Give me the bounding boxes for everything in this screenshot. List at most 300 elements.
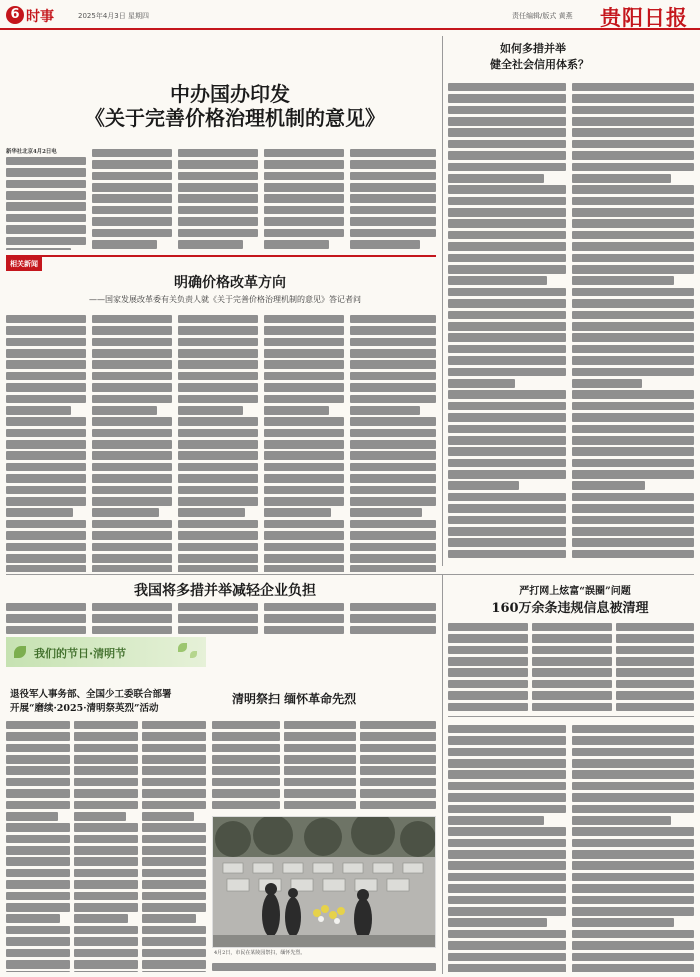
text-line bbox=[350, 429, 436, 438]
text-line bbox=[74, 880, 138, 889]
text-line bbox=[572, 288, 694, 297]
text-line bbox=[448, 254, 566, 263]
text-line bbox=[350, 349, 436, 358]
text-line bbox=[572, 470, 694, 479]
text-line bbox=[264, 531, 344, 540]
text-line bbox=[350, 160, 436, 169]
text-line bbox=[360, 766, 436, 775]
text-line bbox=[448, 413, 566, 422]
text-line bbox=[6, 846, 70, 855]
text-line bbox=[6, 880, 70, 889]
text-line bbox=[572, 436, 694, 445]
text-line bbox=[142, 914, 196, 923]
text-line bbox=[178, 372, 258, 381]
text-line bbox=[6, 531, 86, 540]
text-line bbox=[264, 315, 344, 324]
text-line bbox=[532, 703, 612, 712]
text-line bbox=[6, 338, 86, 347]
text-line bbox=[6, 892, 70, 901]
text-line bbox=[572, 265, 694, 274]
text-line bbox=[448, 459, 566, 468]
page-number: 6 bbox=[6, 6, 24, 24]
text-line bbox=[264, 194, 344, 203]
text-line bbox=[572, 725, 694, 734]
text-line bbox=[572, 254, 694, 263]
text-line bbox=[448, 311, 566, 320]
text-line bbox=[6, 202, 86, 211]
text-line bbox=[74, 857, 138, 866]
related-title: 明确价格改革方向 bbox=[174, 275, 286, 291]
text-line bbox=[448, 231, 566, 240]
text-line bbox=[448, 140, 566, 149]
text-line bbox=[448, 850, 566, 859]
text-line bbox=[572, 140, 694, 149]
text-line bbox=[6, 812, 58, 821]
text-line bbox=[74, 960, 138, 969]
text-line bbox=[92, 440, 172, 449]
text-line bbox=[448, 748, 566, 757]
text-line bbox=[448, 657, 528, 666]
text-line bbox=[142, 926, 206, 935]
text-line bbox=[572, 447, 694, 456]
text-line bbox=[284, 778, 356, 787]
related-top-rule bbox=[6, 255, 436, 257]
text-line bbox=[572, 793, 694, 802]
text-line bbox=[142, 971, 206, 972]
text-line bbox=[74, 801, 138, 810]
text-line bbox=[142, 960, 206, 969]
text-line bbox=[142, 937, 206, 946]
text-line bbox=[350, 326, 436, 335]
text-line bbox=[142, 789, 206, 798]
text-line bbox=[350, 217, 436, 226]
text-line bbox=[448, 504, 566, 513]
text-line bbox=[264, 349, 344, 358]
text-line bbox=[572, 736, 694, 745]
text-line bbox=[448, 333, 566, 342]
text-line bbox=[92, 451, 172, 460]
text-line bbox=[178, 229, 258, 238]
text-line bbox=[448, 379, 515, 388]
text-line bbox=[6, 603, 86, 612]
text-line bbox=[448, 736, 566, 745]
text-line bbox=[448, 816, 544, 825]
text-line bbox=[264, 451, 344, 460]
text-line bbox=[572, 219, 694, 228]
qm-article2-col-1 bbox=[212, 718, 280, 812]
credit-title-line2: 160万余条违规信息被清理 bbox=[491, 601, 649, 616]
text-line bbox=[572, 83, 694, 92]
text-line bbox=[264, 417, 344, 426]
text-line bbox=[572, 481, 645, 490]
text-line bbox=[360, 801, 436, 810]
related-col-1 bbox=[6, 312, 86, 572]
text-line bbox=[6, 395, 86, 404]
qingming-photo bbox=[212, 816, 436, 948]
employment-col-1 bbox=[6, 600, 86, 634]
text-line bbox=[6, 237, 86, 246]
text-line bbox=[350, 372, 436, 381]
text-line bbox=[448, 793, 566, 802]
text-line bbox=[6, 914, 60, 923]
text-line bbox=[572, 231, 694, 240]
section-name: 时事 bbox=[26, 9, 54, 25]
text-line bbox=[264, 626, 344, 634]
text-line bbox=[572, 345, 694, 354]
text-line bbox=[178, 160, 258, 169]
text-line bbox=[448, 896, 566, 905]
text-line bbox=[178, 603, 258, 612]
text-line bbox=[264, 172, 344, 181]
text-line bbox=[284, 755, 356, 764]
related-subtitle: ——国家发展改革委有关负责人就《关于完善价格治理机制的意见》答记者问 bbox=[89, 295, 361, 304]
text-line bbox=[264, 206, 344, 215]
text-line bbox=[572, 550, 694, 559]
text-line bbox=[572, 516, 694, 525]
text-line bbox=[178, 383, 258, 392]
text-line bbox=[448, 368, 566, 377]
text-line bbox=[448, 634, 528, 643]
text-line bbox=[92, 626, 172, 634]
text-line bbox=[6, 778, 70, 787]
sidebar-col-1 bbox=[448, 80, 566, 560]
text-line bbox=[360, 778, 436, 787]
text-line bbox=[92, 229, 172, 238]
text-line bbox=[350, 626, 436, 634]
text-line bbox=[448, 299, 566, 308]
text-line bbox=[142, 801, 206, 810]
text-line bbox=[572, 941, 694, 950]
text-line bbox=[264, 360, 344, 369]
credit-col-3 bbox=[616, 620, 694, 712]
text-line bbox=[448, 691, 528, 700]
text-line bbox=[572, 163, 694, 172]
leaf-icon bbox=[190, 651, 197, 658]
text-line bbox=[350, 417, 436, 426]
text-line bbox=[448, 668, 528, 677]
text-line bbox=[448, 918, 547, 927]
text-line bbox=[264, 554, 344, 563]
text-line bbox=[74, 835, 138, 844]
text-line bbox=[142, 949, 206, 958]
text-line bbox=[6, 168, 86, 177]
text-line bbox=[74, 971, 138, 972]
text-line bbox=[350, 206, 436, 215]
text-line bbox=[178, 543, 258, 552]
text-line bbox=[572, 379, 642, 388]
text-line bbox=[6, 869, 70, 878]
leaf-icon bbox=[14, 646, 26, 658]
text-line bbox=[448, 163, 566, 172]
lead-col-3 bbox=[178, 146, 258, 250]
text-line bbox=[6, 543, 86, 552]
employment-col-2 bbox=[92, 600, 172, 634]
text-line bbox=[92, 338, 172, 347]
text-line bbox=[264, 463, 344, 472]
text-line bbox=[74, 812, 126, 821]
text-line bbox=[178, 326, 258, 335]
text-line bbox=[178, 520, 258, 529]
text-line bbox=[616, 668, 694, 677]
text-line bbox=[92, 543, 172, 552]
text-line bbox=[264, 149, 344, 158]
credit-bottom-rule bbox=[448, 716, 694, 717]
text-line bbox=[142, 835, 206, 844]
cemetery-scene-image bbox=[213, 817, 436, 948]
text-line bbox=[212, 801, 280, 810]
text-line bbox=[264, 520, 344, 529]
text-line bbox=[74, 744, 138, 753]
text-line bbox=[74, 869, 138, 878]
text-line bbox=[212, 721, 280, 730]
text-line bbox=[178, 626, 258, 634]
text-line bbox=[572, 356, 694, 365]
text-line bbox=[264, 486, 344, 495]
text-line bbox=[532, 691, 612, 700]
text-line bbox=[178, 406, 243, 415]
text-line bbox=[142, 721, 206, 730]
text-line bbox=[6, 903, 70, 912]
text-line bbox=[264, 160, 344, 169]
text-line bbox=[74, 926, 138, 935]
text-line bbox=[212, 755, 280, 764]
text-line bbox=[92, 497, 172, 506]
text-line bbox=[142, 903, 206, 912]
text-line bbox=[448, 345, 566, 354]
text-line bbox=[448, 242, 566, 251]
text-line bbox=[178, 474, 258, 483]
text-line bbox=[6, 626, 86, 634]
leaf-icon bbox=[178, 643, 187, 652]
qingming-banner bbox=[6, 637, 206, 667]
text-line bbox=[92, 326, 172, 335]
text-line bbox=[448, 839, 566, 848]
text-line bbox=[350, 554, 436, 563]
text-line bbox=[6, 744, 70, 753]
text-line bbox=[572, 174, 671, 183]
lead-title-line2: 《关于完善价格治理机制的意见》 bbox=[85, 106, 385, 130]
text-line bbox=[92, 614, 172, 623]
text-line bbox=[572, 538, 694, 547]
text-line bbox=[74, 766, 138, 775]
text-line bbox=[6, 214, 86, 223]
text-line bbox=[616, 623, 694, 632]
text-line bbox=[92, 429, 172, 438]
text-line bbox=[572, 459, 694, 468]
text-line bbox=[6, 801, 70, 810]
text-line bbox=[284, 801, 356, 810]
text-line bbox=[572, 964, 694, 972]
text-line bbox=[178, 565, 258, 572]
text-line bbox=[284, 766, 356, 775]
text-line bbox=[6, 823, 70, 832]
text-line bbox=[572, 276, 674, 285]
text-line bbox=[572, 907, 694, 916]
text-line bbox=[6, 463, 86, 472]
text-line bbox=[532, 646, 612, 655]
employment-col-4 bbox=[264, 600, 344, 634]
text-line bbox=[350, 614, 436, 623]
text-line bbox=[532, 623, 612, 632]
text-line bbox=[264, 372, 344, 381]
text-line bbox=[92, 206, 172, 215]
text-line bbox=[572, 770, 694, 779]
text-line bbox=[178, 217, 258, 226]
text-line bbox=[92, 531, 172, 540]
credit-divider bbox=[442, 574, 443, 974]
text-line bbox=[572, 805, 694, 814]
text-line bbox=[178, 194, 258, 203]
text-line bbox=[178, 183, 258, 192]
text-line bbox=[142, 812, 194, 821]
qm-article2-tail bbox=[212, 960, 436, 974]
text-line bbox=[350, 508, 422, 517]
text-line bbox=[284, 789, 356, 798]
text-line bbox=[264, 603, 344, 612]
text-line bbox=[448, 861, 566, 870]
text-line bbox=[572, 299, 694, 308]
editor-credit: 责任编辑/版式 黄燕 bbox=[512, 12, 573, 20]
text-line bbox=[6, 937, 70, 946]
text-line bbox=[74, 903, 138, 912]
text-line bbox=[350, 474, 436, 483]
text-line bbox=[74, 721, 138, 730]
text-line bbox=[178, 463, 258, 472]
text-line bbox=[350, 531, 436, 540]
text-line bbox=[448, 884, 566, 893]
qm-article1-col-3 bbox=[142, 718, 206, 972]
text-line bbox=[572, 930, 694, 939]
credit-col-2 bbox=[532, 620, 612, 712]
text-line bbox=[350, 315, 436, 324]
text-line bbox=[6, 554, 86, 563]
text-line bbox=[448, 436, 566, 445]
text-line bbox=[92, 417, 172, 426]
qm-article1-title-line1: 退役军人事务部、全国少工委联合部署 bbox=[10, 689, 172, 700]
text-line bbox=[448, 276, 547, 285]
text-line bbox=[92, 217, 172, 226]
text-line bbox=[350, 172, 436, 181]
text-line bbox=[264, 440, 344, 449]
text-line bbox=[92, 383, 172, 392]
text-line bbox=[178, 338, 258, 347]
text-line bbox=[616, 691, 694, 700]
text-line bbox=[6, 926, 70, 935]
text-line bbox=[448, 219, 566, 228]
text-line bbox=[572, 782, 694, 791]
text-line bbox=[350, 395, 436, 404]
text-line bbox=[448, 516, 566, 525]
text-line bbox=[92, 194, 172, 203]
text-line bbox=[572, 390, 694, 399]
text-line bbox=[572, 322, 694, 331]
newspaper-logo: 贵阳日报 bbox=[600, 5, 688, 30]
related-col-5 bbox=[350, 312, 436, 572]
text-line bbox=[142, 755, 206, 764]
text-line bbox=[360, 721, 436, 730]
text-line bbox=[572, 94, 694, 103]
text-line bbox=[448, 623, 528, 632]
text-line bbox=[6, 180, 86, 189]
text-line bbox=[572, 368, 694, 377]
related-news-tag: 相关新闻 bbox=[6, 257, 42, 271]
text-line bbox=[448, 941, 566, 950]
text-line bbox=[178, 508, 245, 517]
text-line bbox=[6, 440, 86, 449]
text-line bbox=[6, 474, 86, 483]
text-line bbox=[360, 732, 436, 741]
text-line bbox=[142, 880, 206, 889]
text-line bbox=[572, 128, 694, 137]
text-line bbox=[350, 338, 436, 347]
text-line bbox=[92, 360, 172, 369]
sidebar-title-line2: 健全社会信用体系？ bbox=[490, 58, 589, 71]
text-line bbox=[264, 183, 344, 192]
text-line bbox=[448, 356, 566, 365]
text-line bbox=[448, 964, 566, 972]
text-line bbox=[264, 229, 344, 238]
text-line bbox=[572, 493, 694, 502]
text-line bbox=[178, 497, 258, 506]
lead-col-5 bbox=[350, 146, 436, 250]
text-line bbox=[6, 315, 86, 324]
text-line bbox=[350, 543, 436, 552]
text-line bbox=[448, 527, 566, 536]
text-line bbox=[92, 160, 172, 169]
text-line bbox=[350, 360, 436, 369]
lead-col-1 bbox=[6, 154, 86, 250]
text-line bbox=[572, 402, 694, 411]
text-line bbox=[6, 497, 86, 506]
text-line bbox=[572, 311, 694, 320]
employment-title: 我国将多措并举减轻企业负担 bbox=[134, 583, 316, 599]
text-line bbox=[448, 873, 566, 882]
lead-title-line1: 中办国办印发 bbox=[170, 82, 290, 106]
text-line bbox=[448, 208, 566, 217]
text-line bbox=[264, 240, 329, 249]
credit-title-line1: 严打网上炫富“誤圈”问题 bbox=[519, 586, 631, 597]
text-line bbox=[74, 732, 138, 741]
text-line bbox=[74, 823, 138, 832]
text-line bbox=[264, 383, 344, 392]
text-line bbox=[6, 565, 86, 572]
text-line bbox=[142, 778, 206, 787]
text-line bbox=[178, 429, 258, 438]
text-line bbox=[448, 646, 528, 655]
lead-col-2 bbox=[92, 146, 172, 250]
text-line bbox=[572, 861, 694, 870]
text-line bbox=[448, 322, 566, 331]
text-line bbox=[178, 614, 258, 623]
text-line bbox=[212, 744, 280, 753]
lead-col-4 bbox=[264, 146, 344, 250]
text-line bbox=[6, 835, 70, 844]
text-line bbox=[350, 463, 436, 472]
text-line bbox=[350, 486, 436, 495]
text-line bbox=[572, 873, 694, 882]
text-line bbox=[92, 149, 172, 158]
text-line bbox=[572, 816, 671, 825]
text-line bbox=[616, 634, 694, 643]
text-line bbox=[92, 554, 172, 563]
text-line bbox=[264, 406, 329, 415]
text-line bbox=[264, 508, 331, 517]
text-line bbox=[178, 172, 258, 181]
text-line bbox=[6, 732, 70, 741]
text-line bbox=[6, 721, 70, 730]
text-line bbox=[212, 766, 280, 775]
text-line bbox=[142, 892, 206, 901]
